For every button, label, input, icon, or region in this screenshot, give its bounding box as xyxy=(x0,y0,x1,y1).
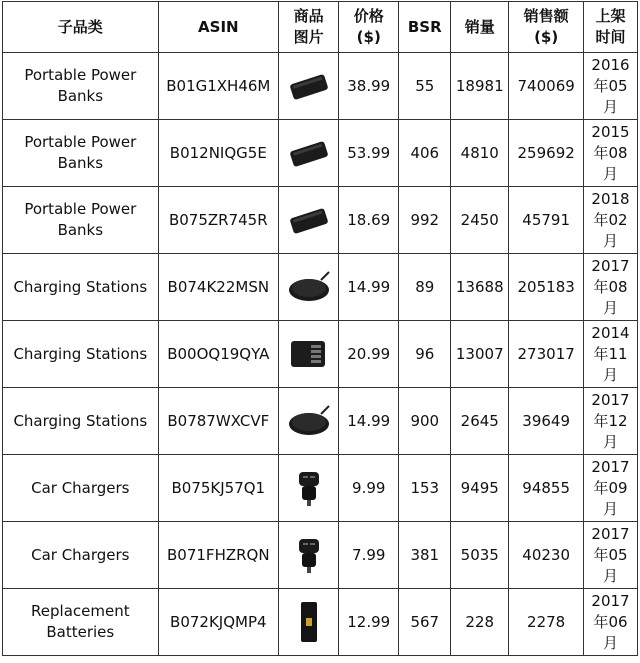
product-image-cell xyxy=(278,589,338,656)
bsr-cell: 406 xyxy=(399,120,451,187)
header-revenue-label: 销售额 ($) xyxy=(523,7,569,46)
header-price-label: 价格 ($) xyxy=(353,7,384,46)
category-cell: Portable Power Banks xyxy=(3,120,159,187)
bsr-cell: 55 xyxy=(399,53,451,120)
table-row xyxy=(3,254,638,321)
revenue-cell: 205183 xyxy=(509,254,584,321)
date-cell: 2017 年09 月 xyxy=(584,455,638,522)
asin-cell: B074K22MSN xyxy=(158,254,278,321)
asin-cell: B012NIQG5E xyxy=(158,120,278,187)
price-cell: 20.99 xyxy=(339,321,399,388)
category-cell: Replacement Batteries xyxy=(3,589,159,656)
asin-cell: B0787WXCVF xyxy=(158,388,278,455)
revenue-cell: 259692 xyxy=(509,120,584,187)
date-cell: 2017 年05 月 xyxy=(584,522,638,589)
sales-cell: 13007 xyxy=(451,321,509,388)
price-cell: 12.99 xyxy=(339,589,399,656)
price-cell: 7.99 xyxy=(339,522,399,589)
sales-cell: 2450 xyxy=(451,187,509,254)
product-image-cell xyxy=(278,388,338,455)
revenue-cell: 45791 xyxy=(509,187,584,254)
header-sales: 销量 xyxy=(451,2,509,53)
revenue-cell: 94855 xyxy=(509,455,584,522)
date-cell: 2017 年08 月 xyxy=(584,254,638,321)
sales-cell: 2645 xyxy=(451,388,509,455)
table-row xyxy=(3,455,638,522)
category-cell: Portable Power Banks xyxy=(3,187,159,254)
sales-cell: 5035 xyxy=(451,522,509,589)
category-cell: Portable Power Banks xyxy=(3,53,159,120)
asin-cell: B075ZR745R xyxy=(158,187,278,254)
product-image-cell xyxy=(278,321,338,388)
charging-hub-icon xyxy=(279,337,338,371)
price-cell: 53.99 xyxy=(339,120,399,187)
sales-cell: 4810 xyxy=(451,120,509,187)
price-cell: 14.99 xyxy=(339,254,399,321)
car-charger-icon xyxy=(279,535,338,575)
bsr-cell: 900 xyxy=(399,388,451,455)
revenue-cell: 273017 xyxy=(509,321,584,388)
product-image-cell xyxy=(278,187,338,254)
revenue-cell: 740069 xyxy=(509,53,584,120)
header-row xyxy=(3,2,638,53)
revenue-cell: 40230 xyxy=(509,522,584,589)
wireless-pad-icon xyxy=(279,404,338,438)
table-row xyxy=(3,522,638,589)
header-bsr: BSR xyxy=(399,2,451,53)
product-image-cell xyxy=(278,53,338,120)
power-bank-icon xyxy=(279,205,338,235)
table-row xyxy=(3,589,638,656)
table-row xyxy=(3,321,638,388)
category-cell: Charging Stations xyxy=(3,388,159,455)
date-cell: 2017 年12 月 xyxy=(584,388,638,455)
price-cell: 9.99 xyxy=(339,455,399,522)
date-cell: 2017 年06 月 xyxy=(584,589,638,656)
sales-cell: 13688 xyxy=(451,254,509,321)
price-cell: 18.69 xyxy=(339,187,399,254)
product-image-cell xyxy=(278,522,338,589)
header-revenue xyxy=(509,2,584,53)
category-cell: Charging Stations xyxy=(3,321,159,388)
header-image-label: 商品 图片 xyxy=(293,7,324,46)
price-cell: 14.99 xyxy=(339,388,399,455)
header-date-label: 上架 时间 xyxy=(595,7,626,46)
bsr-cell: 153 xyxy=(399,455,451,522)
date-cell: 2015 年08 月 xyxy=(584,120,638,187)
price-cell: 38.99 xyxy=(339,53,399,120)
battery-icon xyxy=(279,600,338,644)
category-cell: Car Chargers xyxy=(3,455,159,522)
category-cell: Car Chargers xyxy=(3,522,159,589)
product-image-cell xyxy=(278,254,338,321)
header-image xyxy=(278,2,338,53)
asin-cell: B072KJQMP4 xyxy=(158,589,278,656)
table-row xyxy=(3,187,638,254)
header-price xyxy=(339,2,399,53)
product-image-cell xyxy=(278,455,338,522)
asin-cell: B00OQ19QYA xyxy=(158,321,278,388)
date-cell: 2018 年02 月 xyxy=(584,187,638,254)
table-row xyxy=(3,53,638,120)
asin-cell: B01G1XH46M xyxy=(158,53,278,120)
date-cell: 2016 年05 月 xyxy=(584,53,638,120)
table-row xyxy=(3,120,638,187)
product-image-cell xyxy=(278,120,338,187)
header-category: 子品类 xyxy=(3,2,159,53)
revenue-cell: 2278 xyxy=(509,589,584,656)
date-cell: 2014 年11 月 xyxy=(584,321,638,388)
header-date xyxy=(584,2,638,53)
bsr-cell: 567 xyxy=(399,589,451,656)
sales-cell: 228 xyxy=(451,589,509,656)
product-table xyxy=(2,1,638,656)
bsr-cell: 381 xyxy=(399,522,451,589)
wireless-pad-icon xyxy=(279,270,338,304)
bsr-cell: 992 xyxy=(399,187,451,254)
power-bank-icon xyxy=(279,138,338,168)
power-bank-icon xyxy=(279,71,338,101)
car-charger-icon xyxy=(279,468,338,508)
header-asin: ASIN xyxy=(158,2,278,53)
sales-cell: 9495 xyxy=(451,455,509,522)
table-row xyxy=(3,388,638,455)
revenue-cell: 39649 xyxy=(509,388,584,455)
bsr-cell: 96 xyxy=(399,321,451,388)
asin-cell: B071FHZRQN xyxy=(158,522,278,589)
category-cell: Charging Stations xyxy=(3,254,159,321)
asin-cell: B075KJ57Q1 xyxy=(158,455,278,522)
bsr-cell: 89 xyxy=(399,254,451,321)
sales-cell: 18981 xyxy=(451,53,509,120)
